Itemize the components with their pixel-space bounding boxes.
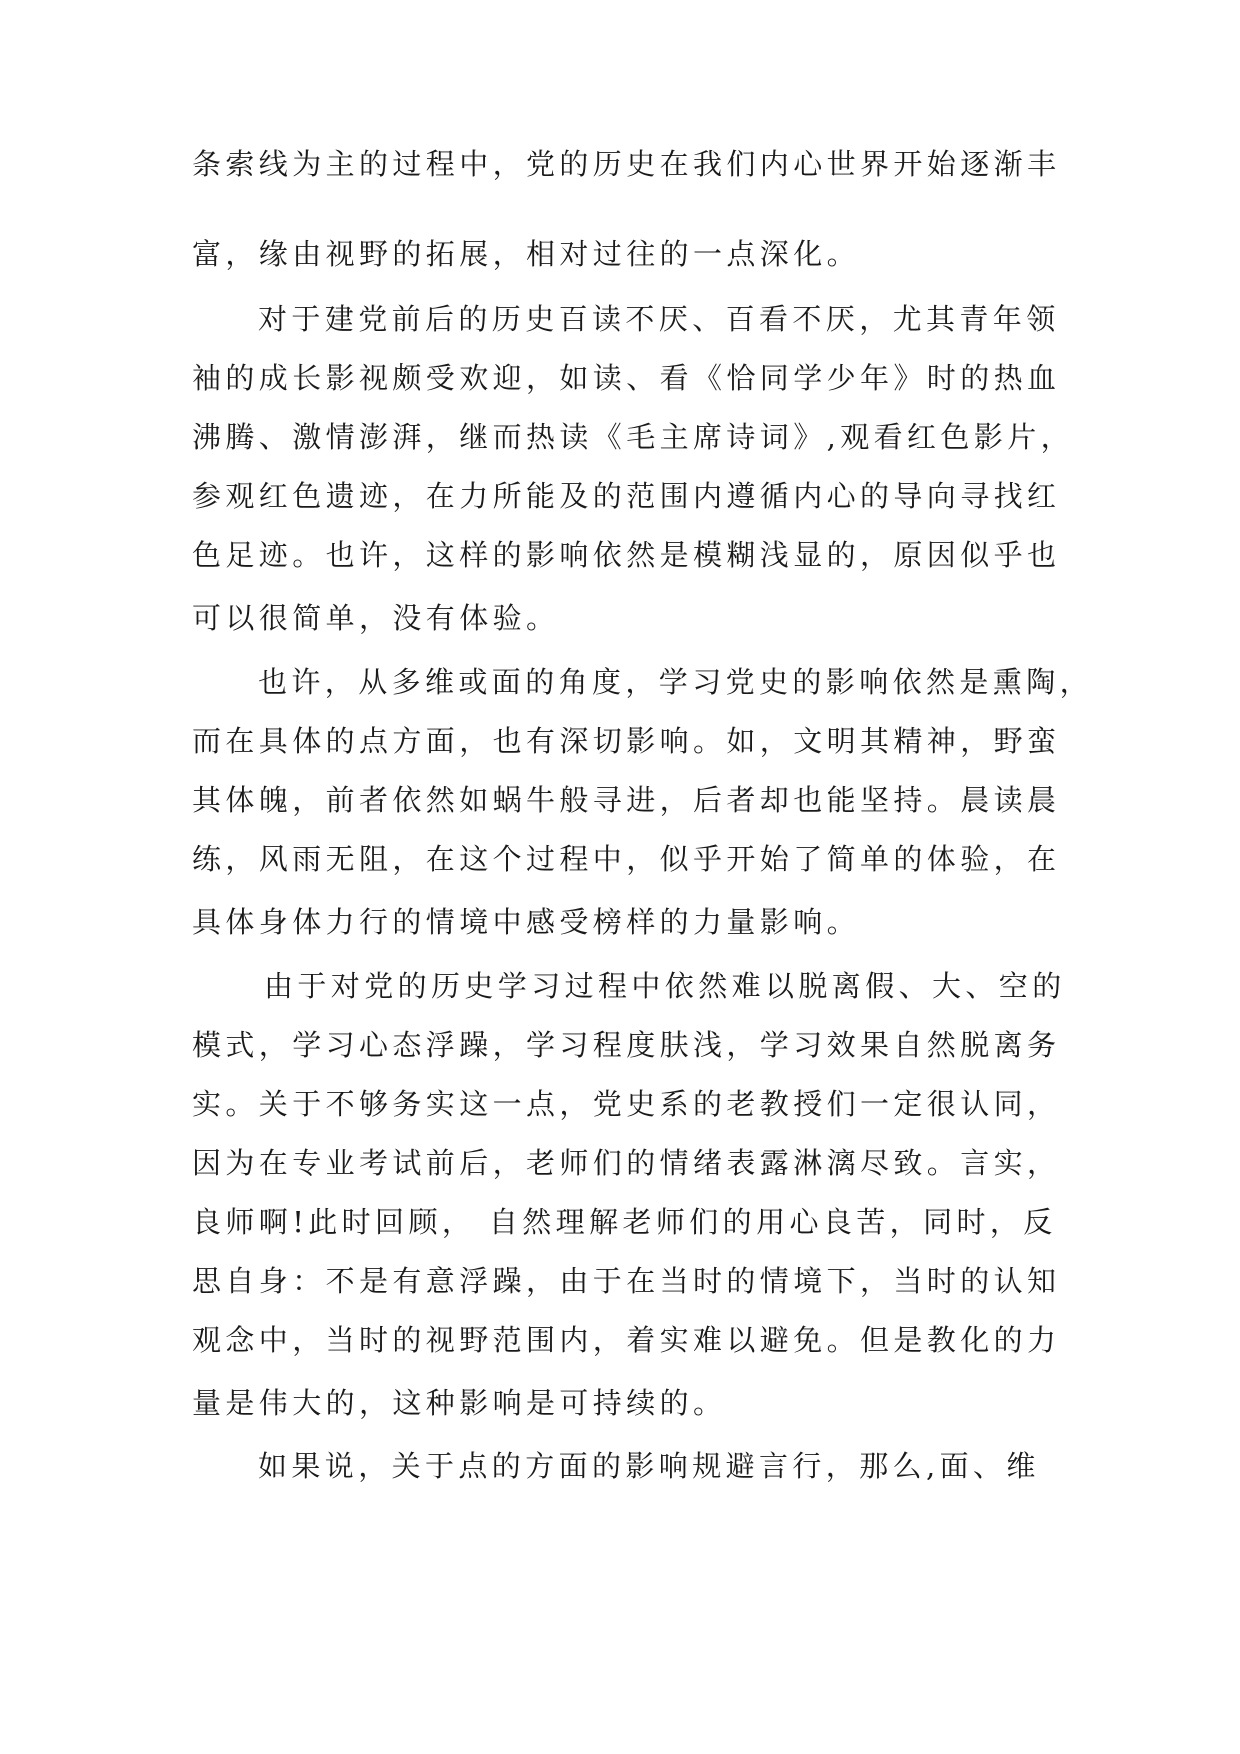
- text-line: 模式，学习心态浮躁，学习程度肤浅，学习效果自然脱离务: [192, 1028, 1061, 1062]
- text-line: 因为在专业考试前后，老师们的情绪表露淋漓尽致。言实，: [192, 1146, 1061, 1180]
- text-line: 可以很简单，没有体验。: [192, 601, 560, 635]
- text-line: 而在具体的点方面，也有深切影响。如，文明其精神，野蛮: [192, 724, 1061, 758]
- text-line: 实。关于不够务实这一点，党史系的老教授们一定很认同，: [192, 1087, 1061, 1121]
- text-line: 富，缘由视野的拓展，相对过往的一点深化。: [192, 237, 861, 271]
- text-line: 参观红色遗迹，在力所能及的范围内遵循内心的导向寻找红: [192, 479, 1061, 513]
- text-line: 色足迹。也许，这样的影响依然是模糊浅显的，原因似乎也: [192, 538, 1061, 572]
- paragraph-start-line: 由于对党的历史学习过程中依然难以脱离假、大、空的: [264, 969, 1066, 1003]
- paragraph-start-line: 对于建党前后的历史百读不厌、百看不厌，尤其青年领: [258, 302, 1060, 336]
- text-line: 观念中，当时的视野范围内，着实难以避免。但是教化的力: [192, 1323, 1061, 1357]
- text-line: 袖的成长影视颇受欢迎，如读、看《恰同学少年》时的热血: [192, 361, 1061, 395]
- text-line: 思自身：不是有意浮躁，由于在当时的情境下，当时的认知: [192, 1264, 1061, 1298]
- text-line: 良师啊!此时回顾， 自然理解老师们的用心良苦，同时，反: [192, 1205, 1057, 1239]
- paragraph-start-line: 也许，从多维或面的角度，学习党史的影响依然是熏陶，: [258, 665, 1094, 699]
- text-line: 量是伟大的，这种影响是可持续的。: [192, 1386, 727, 1420]
- text-line: 条索线为主的过程中，党的历史在我们内心世界开始逐渐丰: [192, 147, 1061, 181]
- text-line: 具体身体力行的情境中感受榜样的力量影响。: [192, 905, 861, 939]
- text-line: 其体魄，前者依然如蜗牛般寻进，后者却也能坚持。晨读晨: [192, 783, 1061, 817]
- text-line: 沸腾、激情澎湃，继而热读《毛主席诗词》,观看红色影片，: [192, 420, 1075, 454]
- text-line: 练，风雨无阻，在这个过程中，似乎开始了简单的体验，在: [192, 842, 1061, 876]
- paragraph-start-line: 如果说，关于点的方面的影响规避言行，那么,面、维: [258, 1449, 1040, 1483]
